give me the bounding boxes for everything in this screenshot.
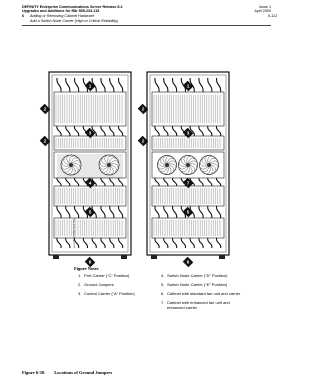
- document-title-line2: Upgrades and Additions for R8r 555-233-115: [22, 9, 100, 14]
- issue-date: April 2000: [254, 9, 271, 14]
- figure-note-number: 7.: [161, 300, 165, 305]
- figure-note-text: Switch Node Carrier (“E” Position): [167, 282, 228, 287]
- fan-hub: [69, 163, 73, 167]
- issue-label: Issue 1: [259, 5, 271, 9]
- figure-note-number: 4.: [161, 273, 165, 278]
- right-cabinet: [138, 72, 229, 267]
- fan-hub: [207, 163, 211, 167]
- figure-note-text: Cabinet with enhanced fan unit and: [167, 300, 230, 305]
- document-title-line1: DEFINITY Enterprise Communications Server Release 8.2: [22, 5, 123, 9]
- figure-note-text: Cabinet with standard fan unit and carrier: [167, 291, 241, 296]
- cabinet-foot: [53, 255, 59, 259]
- figure-note-text: Switch Node Carrier (“D” Position): [167, 273, 228, 278]
- fan-hub: [107, 163, 111, 167]
- figure-note-number: 3.: [78, 291, 82, 296]
- cabinet-foot: [219, 255, 225, 259]
- callout-number: 1: [88, 83, 92, 89]
- callout-number: 2: [141, 138, 145, 144]
- figure-note-text: Port Carrier (“C” Position): [84, 273, 130, 278]
- callout-number: 7: [186, 180, 190, 186]
- figure-note-number: 1.: [78, 273, 82, 278]
- fan-unit: [200, 156, 219, 175]
- callout-number: 4: [88, 180, 92, 186]
- callout-6: [183, 257, 194, 268]
- figure-note: [161, 292, 240, 297]
- figure-note-number: 6.: [161, 291, 165, 296]
- callout-number: 5: [186, 209, 190, 215]
- callout-number: 5: [88, 209, 92, 215]
- figure-note-text: Control Carrier (“A” Position): [84, 291, 135, 296]
- chapter-number: 6: [22, 14, 25, 18]
- cabinet-foot: [151, 255, 157, 259]
- callout-number: 2: [43, 138, 47, 144]
- figure-note: [161, 283, 227, 288]
- figure-note-number: 2.: [78, 282, 82, 287]
- figure-note-number: 5.: [161, 282, 165, 287]
- fan-hub: [165, 163, 169, 167]
- figure-caption-text: Locations of Ground Jumpers: [54, 370, 113, 375]
- fan-hub: [186, 163, 190, 167]
- figure-notes-title: Figure Notes: [74, 266, 99, 271]
- cabinet-foot: [121, 255, 127, 259]
- chapter-title: Adding or Removing Cabinet Hardware: [30, 14, 95, 18]
- figure-note: [161, 274, 227, 279]
- figure-note: [78, 274, 129, 279]
- figure-note: [161, 306, 197, 311]
- figure-caption: [22, 370, 112, 375]
- callout-number: 2: [141, 106, 145, 112]
- callout-number: 6: [88, 259, 92, 265]
- fan-unit: [61, 155, 81, 175]
- fan-unit: [179, 156, 198, 175]
- callout-number: 2: [43, 106, 47, 112]
- section-subtitle: Add a Switch Node Carrier (High or Critical Reliability): [30, 18, 119, 23]
- art-identifier: procdf34 RBP 021799: [72, 218, 76, 248]
- left-cabinet: [40, 72, 131, 267]
- figure-note: [78, 283, 114, 288]
- figure-note: [78, 292, 135, 297]
- callout-number: 3: [186, 130, 190, 136]
- figure-note-text: enhanced carrier: [167, 305, 198, 310]
- callout-number: 1: [186, 83, 190, 89]
- cabinets-drawing: [40, 72, 229, 267]
- figure-caption-label: Figure 6-38.: [22, 370, 46, 375]
- fan-unit: [99, 155, 119, 175]
- callout-number: 6: [186, 259, 190, 265]
- page-number: 6-112: [268, 14, 278, 18]
- figure-note-text: Ground Jumpers: [84, 282, 114, 287]
- callout-number: 3: [88, 130, 92, 136]
- fan-unit: [158, 156, 177, 175]
